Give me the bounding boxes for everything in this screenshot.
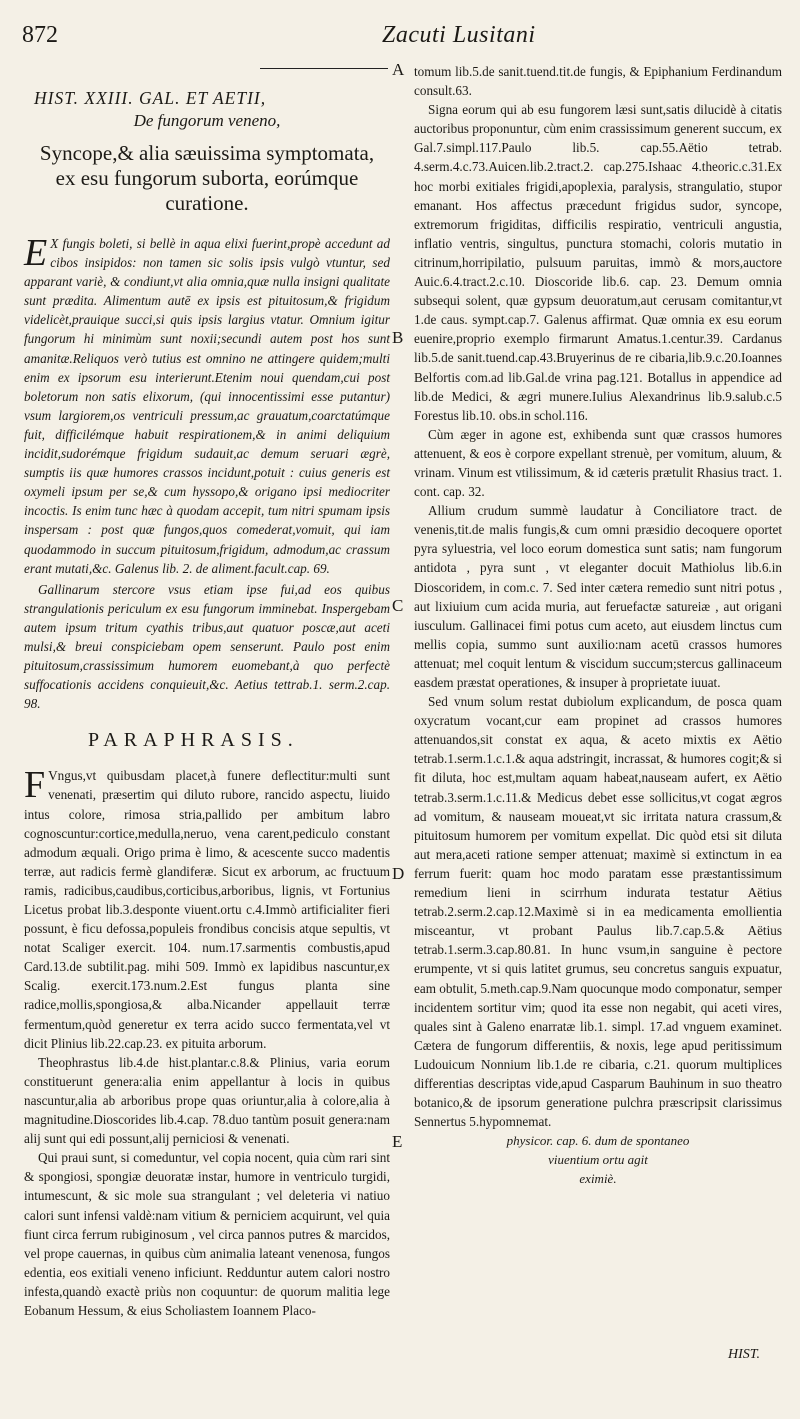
- paraphrasis-paragraph-1: F Vngus,vt quibusdam placet,à funere deflectitur:multi sunt venenati, præsertim qui diluto rubore, rancido aspectu, liuido intus colore, rimosa stria,pallido per ambitum labro cognoscuntur:cortice,medulla,neruo, vena carent,pediculo constant admodum æquali. Origo prima è limo, & acescente succo madentis terræ, aut radicis fermè glandiferæ. Sicut ex arborum, ac fructuum ramis, radicibus,caudibus,corticibus,arboribus, lignis, vt Fortunius Licetus probat lib.3.desponte viuent.ortu c.4.Immò artificialiter fieri possunt, è ficu defossa,populeis frondibus concisis atque sepultis, vt notat Scaliger exercit. 104. num.17.sarmentis combustis,apud Card.13.de subtilit.pag. mihi 509. Immò ex lapidibus nascuntur,ex Scalig. exercit.173.num.2.Est fungus planta sine radice,mollis,spongiosa,& alba.Nicander appellauit terræ fermentum,quòd generetur ex terra acido succo fermentata,vel vt dicit Plinius lib.22.cap.23. ex pituita arborum.: [24, 764, 390, 1051]
- margin-letter-b: B: [392, 328, 404, 347]
- closing-line-3: eximiè.: [579, 1171, 617, 1187]
- margin-letter-c: C: [392, 596, 404, 615]
- margin-letter-d: D: [392, 864, 405, 883]
- drop-cap-f: F: [24, 764, 46, 807]
- running-head: Zacuti Lusitani: [382, 22, 536, 48]
- right-paragraph-5: Sed vnum solum restat dubiolum explicandum, de posca quam oxycratum vocant,cur eam propinet ad crassos humores attenuandos,sit constat ex aqua, & aceto mixtis ex Aëtio tetrab.1.serm.1.c.1.& aqua adstringit, incrassat, & humores cogit;& si fit diluta, hoc est,multam aquam habeat,nauseam aufert, ex Aëtio tetrab.3.serm.1.c.11.& Medicus debet esse sollicitus,vt cogat ægros ad vomitum, & nauseam moueat,vt sic irritata natura crassum,& pituitosum humorem per vomitum expellat. Dic quòd etsi sit diluta aut mera,aceti ratione semper attenuat; maximè si extinctum in ea ferrum fuerit: quam hoc modo paratam esse præstantissimum remedium lieni in scirrhum indurata testatur Aëtius tetrab.2.serm.2.cap.12.Maximè si in ea medicamenta emollientia misceantur, vt probant Paulus lib.7.cap.5.& Aëtius tetrab.1.serm.3.cap.80.81. In hunc vsum,in sanguine è pectore erumpente, vt si quis latitet grumus, seu concretus sanguis expuatur, eam obtulit, 5.meth.cap.9.Nam quocunque modo componatur, semper incidentem sortitur vim; quod ita esse non negabit, qui aceti vires, quales sint à Galeno enarratæ lib.1. simpl. 17.ad vnguem examinet. Cætera de fungorum differentiis, & noxis, lege apud peritissimum Ludouicum Nonnium lib.1.de re cibaria, c.21. quorum multiplices differentias descriptas vide,apud Casparum Bauhinum in suo theatro botanico,& de ipsorum generatione pulchra præscripsit clarissimus Sennertus 5.hypomnemat.: [414, 694, 782, 1130]
- page-header: [22, 22, 778, 58]
- catchword: HIST.: [727, 1347, 760, 1362]
- history-paragraph-1: E X fungis boleti, si bellè in aqua elixi fuerint,propè accedunt ad cibos insipidos: non tamen sic solis ipsis vulgò vtuntur, sed apparant variè, & condiunt,vt alia omnia,quæ nulla insigni qualitate sunt prædita. Alimentum autē ex ipsis est pituitosum,& frigidum videlicèt,prauique succi,si quis ipsis largius vtatur. Omnium igitur fungorum hi minimùm sunt noxii;secundi autem post hos sunt amanitæ.Reliquos verò tutius est omnino ne attingere quidem;multi enim ex ipsorum esu interierunt.Etenim noui quendam,cui post boletorum non satis elixorum, (qui innocentissimi esse putantur) vsum largiorem,os ventriculi pressum,ac grauatum,coarctatúmque fuit, difficilémque habuit respirationem,& in animi deliquium incidit,sudorémque frigidum sudauit,ac demum seruari ægrè, sumptis iis quæ humores crassos incidunt,potuit : cuius generis est oxymeli ipsum per se,& cum hyssopo,& origano ipsi mediocriter incoctis. Is enim tunc hæc à quodam accepit, tum nitri spumam ipsis inspersam : post quæ fungos,quos comederat,vomuit, qui iam quodammodo in succum pituitosum,frigidum, admodum,ac crassum erant mutati,&c. Galenus lib. 2. de aliment.facult.cap. 69.: [24, 232, 390, 576]
- history-paragraph-2: Gallinarum stercore vsus etiam ipse fui,ad eos quibus strangulationis periculum ex esu fungorum imminebat. Inspergebam autem ipsum tritum cyathis tribus,aut quatuor poscæ,aut aceti mulsi,& breui conspiciebam opem senserunt. Paulo post enim pituitosum,crassissimum humorem euomebant,à quo perfectè suffocationis accidens conquieuit,&c. Aetius tettrab.1. serm.2.cap. 98.: [24, 581, 390, 712]
- right-column: [414, 62, 782, 1188]
- hist-title: HIST. XXIII. GAL. ET AETII,: [34, 88, 267, 108]
- right-paragraph-1: tomum lib.5.de sanit.tuend.tit.de fungis, & Epiphanium Ferdinandum consult.63.: [414, 64, 782, 99]
- paraphrasis-paragraph-3: Qui praui sunt, si comeduntur, vel copia nocent, quia cùm rari sint & spongiosi, spongiæ deuoratæ instar, humore in ventriculo turgidi, intumescunt, & sic mole sua strangulant ; vel deleteria vi natiuo calori sunt infensi valdè:nam vitium & perniciem acquirunt, vel quia fiunt circa ferrum rubiginosum , vel circa pannos putres & marcidos, vel prope cauernas, in quibus cùm animalia lateant venenosa, fungos edentia, eos exitiali veneno inficiunt. Redduntur autem calori nostro infesta,quandò exactè priùs non coquuntur: de quorum malitia lege Eobanum Hessum, & eius Scholiastem Ioannem Placo-: [24, 1150, 390, 1318]
- section-title: PARAPHRASIS.: [88, 729, 299, 752]
- margin-letter-e: E: [392, 1132, 403, 1151]
- right-paragraph-3: Cùm æger in agone est, exhibenda sunt quæ crassos humores attenuent, & eos è corpore expellant strenuè, per vomitum, aluum, & vrinam. Vinum est vtilissimum, & id cæteris prætulit Rhasius tract. 1. cont. cap. 32.: [414, 426, 782, 500]
- margin-letter-a: A: [392, 60, 405, 79]
- page-number: 872: [22, 22, 58, 48]
- paraphrasis-paragraph-2: Theophrastus lib.4.de hist.plantar.c.8.& Plinius, varia eorum constituerunt genera:alia enim appellantur à locis in quibus nascuntur,alia ab arboribus prope quas oriuntur,alia à colore,alia à magnitudine.Dioscorides lib.4.cap. 78.duo tantùm posuit genera:nam alij sunt qui edi possunt,alij perniciosi & venenati.: [24, 1054, 390, 1147]
- closing-line-1: physicor. cap. 6. dum de spontaneo: [506, 1133, 690, 1149]
- drop-cap-e: E: [24, 232, 48, 274]
- hist-caption: Syncope,& alia sæuissima symptomata, ex esu fungorum suborta, eorúmque curatione.: [39, 141, 375, 215]
- hist-subtitle: De fungorum veneno,: [133, 111, 281, 130]
- left-column: [24, 62, 390, 1320]
- right-paragraph-4: Allium crudum summè laudatur à Conciliatore tract. de venenis,tit.de malis fungis,& cum omni præsidio decoquere oportet pyra syluestria, vel loco eorum domestica sunt satis; nam fungorum antidota , pyra sunt , vt eleganter docuit Mathiolus lib.6.in Dioscoridem, in com.c. 7. Sed inter cætera remedio sunt nitri potus , aut lixiuium cum acida muria, aut feruefactæ satureiæ , aut origani iusculum. Gallinacei fimi potus cum aceto, aut eiusdem linctus cum mellis copia, summo sunt auxilio:nam acetū crassos humores attenuat; mel coquit lentum & viscidum succum;stercus gallinaceum easdem præstat operationes, & insuper à proprietate iuuat.: [414, 503, 782, 690]
- right-paragraph-2: Signa eorum qui ab esu fungorem læsi sunt,satis dilucidè à citatis auctoribus proponuntur, cùm enim crassissimum generent succum, ex Gal.7.simpl.117.Paulo lib.5. cap.55.Aëtio tetrab. 4.serm.4.c.73.Auicen.lib.2.tract.2. cap.275.Ishaac 4.theoric.c.31.Ex hoc morbi exitiales frigidi,apoplexia, paralysis, strangulatio, stupor emanant. Hos affectus præcedunt frigidus sudor, syncope, extremorum frigiditas, difficilis respiratio, ventriculi angustia, inflatio ventris, singultus, punctura stomachi, coloris mutatio in citrinum,horripilatio, pulsuum paruitas, immò & mors,auctore Auic.6.4.tract.2.c.10. Dioscoride lib.6. cap. 23. Demum omnia subsequi solent, quæ gypsum deuoratum,aut cerusam comitantur,vt 1.de caus. sympt.cap.7. Galenus affirmat. Quæ omnia ex esu eorum euenire,proprio exemplo firmarunt Amatus.1.centur.39. Cardanus lib.5.de sanit.tuend.cap.43.Bruyerinus de re cibaria,lib.9.c.20.Ioannes Belfortis com.ad lib.Gal.de vrina pag.121. Botallus in appendice ad lib.de Medici, & ægri munere.Iulius Alexandrinus lib.9.salub.c.5 Forestus lib.10. obs.in schol.116.: [414, 102, 782, 423]
- closing-line-2: viuentium ortu agit: [548, 1152, 648, 1168]
